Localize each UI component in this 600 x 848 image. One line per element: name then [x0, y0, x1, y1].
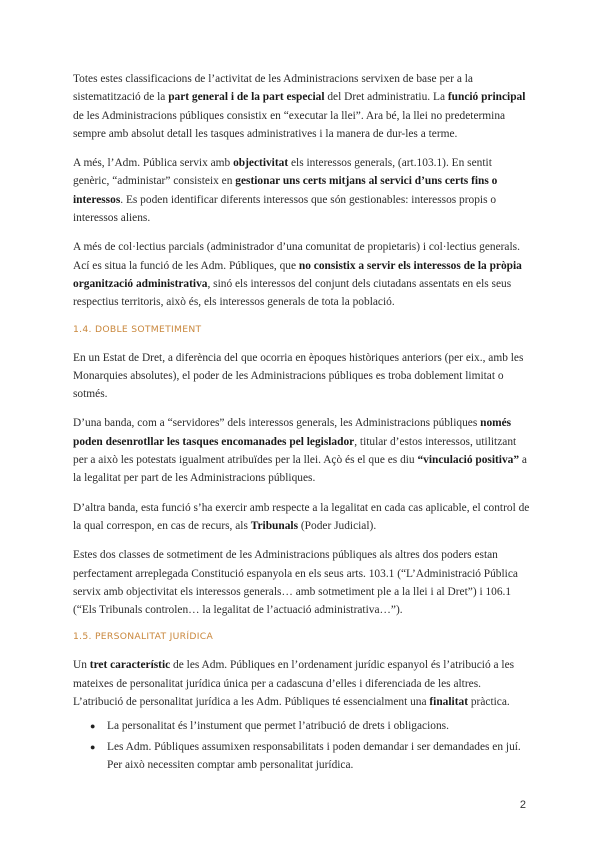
bullet-list	[73, 717, 530, 774]
bold-text: finalitat	[429, 696, 468, 709]
text-run: Estes dos classes de sotmetiment de les Administracions públiques als altres dos poders estan perfectament arreplegada Constitució espanyola en els seus arts. 103.1 (“L’Administració Pública servix amb objectivitat els interessos generals… amb sotmetiment ple a la llei i al Dret”) i 106.1 (“Els Tribunals controlen… la legalitat de l’actuació administrativa…”).	[73, 549, 518, 617]
page-number: 2	[519, 799, 526, 811]
bullet-text: Les Adm. Públiques assumixen responsabilitats i poden demandar i ser demandades en juí. Per això necessiten comptar amb personalitat jurídica.	[107, 740, 521, 771]
text-run: A més, l’Adm. Pública servix amb	[73, 157, 234, 170]
bullet-text: La personalitat és l’instument que permet l’atribució de drets i obligacions.	[107, 720, 449, 733]
bold-text: només poden desenrotllar les tasques encomanades pel legislador	[73, 417, 512, 448]
paragraph-estat-de-dret	[73, 349, 530, 404]
bullet-icon: ●	[90, 741, 96, 752]
text-run: A més de col·lectius parcials (administrador d’una comunitat de propietaris) i col·lectius generals. Ací es situa la funció de les Adm. Públiques, que	[73, 241, 520, 272]
bullet-icon: ●	[90, 721, 96, 732]
text-run: a la legalitat per part de les Administracions públiques.	[73, 454, 527, 485]
text-run: , sinó els interessos del conjunt dels ciutadans assentats en els seus respectius territoris, això és, els interessos generals de tota la població.	[73, 277, 512, 309]
text-run: En un Estat de Dret, a diferència del que ocorria en èpoques històriques anteriors (per eix., amb les Monarquies absolutes), el poder de les Administracions públiques es troba doblement limitat o sotmés.	[73, 351, 524, 401]
paragraph-servidores	[73, 414, 530, 487]
list-item	[73, 738, 530, 775]
paragraph-tret-caracteristic	[73, 656, 530, 711]
page-content	[73, 70, 530, 776]
text-run: de les Adm. Públiques en l’ordenament jurídic espanyol és l’atribució a les mateixes de personalitat jurídica única per a cadascuna d’elles i diferenciada de les altres. L’atribució de personalitat jurídica a les Adm. Públiques té essencialment una	[73, 659, 515, 709]
list-item	[73, 717, 530, 735]
paragraph-classificacions	[73, 70, 530, 143]
bold-text: objectivitat	[233, 157, 289, 170]
text-run: Totes estes classificacions de l’activitat de les Administracions servixen de base per a la sistematització de la	[73, 73, 473, 104]
bold-text: no consistix a servir els interessos de la pròpia organització administrativa	[73, 259, 522, 290]
bold-text: gestionar uns certs mitjans al servici d’uns certs fins o interessos	[73, 175, 498, 206]
paragraph-col-lectius	[73, 238, 530, 311]
bold-text: “vinculació positiva”	[417, 454, 520, 467]
text-run: Un	[73, 659, 90, 672]
paragraph-tribunals	[73, 499, 530, 536]
text-run: D’altra banda, esta funció s’ha exercir amb respecte a la legalitat en cada cas aplicable, el control de la qual correspon, en cas de recurs, als	[73, 501, 530, 532]
bold-text: tret característic	[89, 659, 171, 672]
text-run: els interessos generals, (art.103.1). En sentit genèric, “administar” consisteix en	[73, 157, 492, 188]
bold-text: funció principal	[447, 91, 526, 104]
section-heading-doble-sotmetiment: 1.4. DOBLE SOTMETIMENT	[73, 323, 202, 335]
text-run: del Dret administratiu. La	[324, 91, 448, 104]
paragraph-objectivitat	[73, 154, 530, 227]
section-heading-personalitat-juridica: 1.5. PERSONALITAT JURÍDICA	[73, 631, 214, 643]
text-run: . Es poden identificar diferents interessos que són gestionables: interessos propis o interessos aliens.	[73, 193, 497, 225]
bold-text: part general i de la part especial	[168, 91, 325, 104]
text-run: (Poder Judicial).	[298, 519, 377, 532]
bold-text: Tribunals	[250, 519, 299, 532]
text-run: de les Administracions públiques consistix en “executar la llei”. Ara bé, la llei no predetermina sempre amb absolut detall les tasques administratives i la manera de dur-les a terme.	[73, 109, 506, 140]
text-run: , titular d’estos interessos, utilitzant per a això les potestats igualment atribuïdes per la llei. Açò és el que es diu	[73, 435, 517, 467]
paragraph-constitucio	[73, 546, 530, 619]
text-run: D’una banda, com a “servidores” dels interessos generals, les Administracions públiques	[73, 417, 481, 430]
text-run: pràctica.	[468, 696, 510, 709]
